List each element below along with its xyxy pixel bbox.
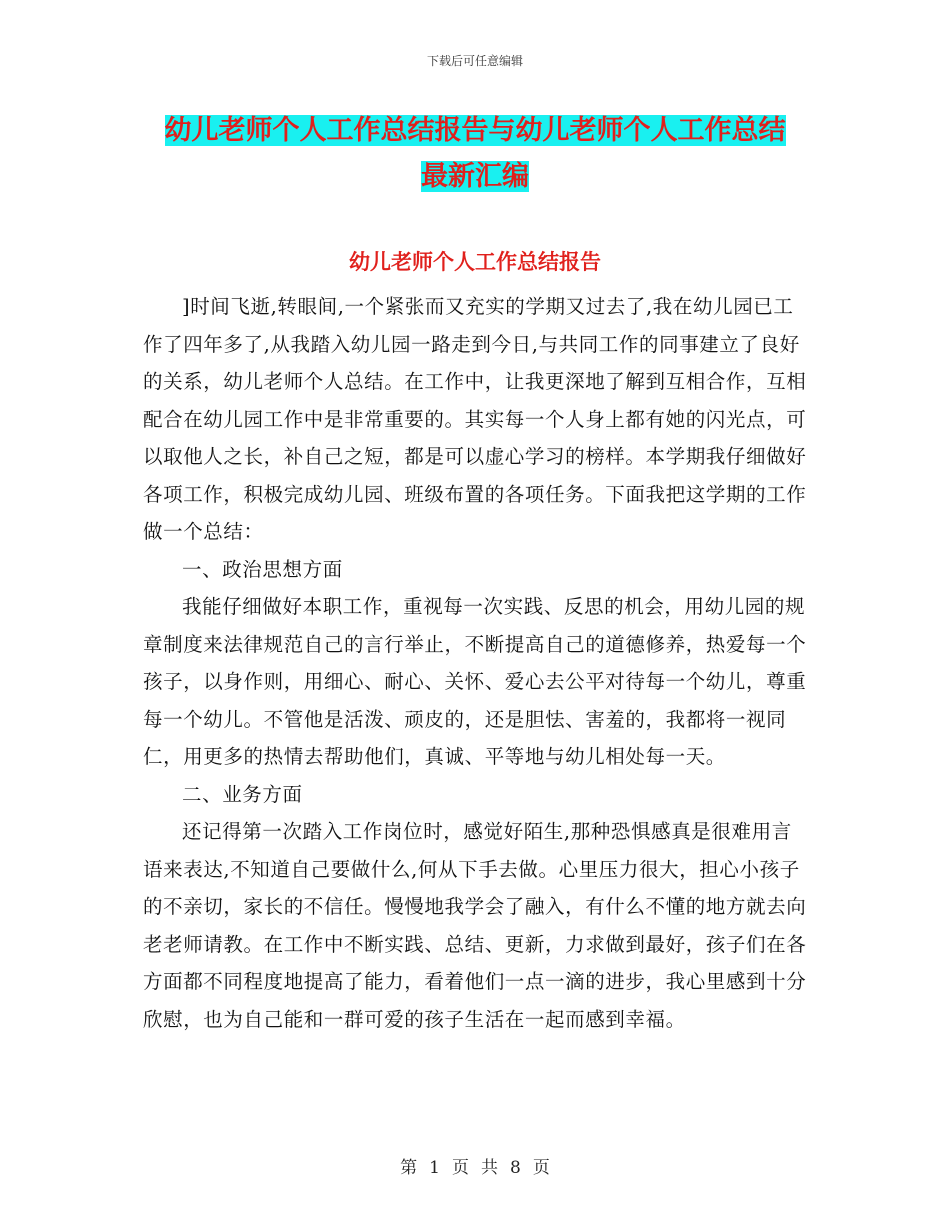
heading-business: 二、业务方面 [182,782,303,806]
footer-total-unit: 页 [532,1158,550,1178]
paragraph-business: 还记得第一次踏入工作岗位时，感觉好陌生,那种恐惧感真是很难用言语来表达,不知道自己要做什么,何从下手去做。心里压力很大，担心小孩子的不亲切，家长的不信任。慢慢地我学会了融入，有什么不懂的地方就去向老老师请教。在工作中不断实践、总结、更新，力求做到最好，孩子们在各方面都不同程度地提高了能力，看着他们一点一滴的进步，我心里感到十分欣慰，也为自己能和一群可爱的孩子生活在一起而感到幸福。 [143,820,807,1031]
document-title [140,108,810,200]
section-title: 幼儿老师个人工作总结报告 [349,250,601,274]
footer-total-number: 8 [510,1158,521,1178]
footer-page-label: 第 [400,1158,418,1178]
page-footer [0,1153,950,1178]
document-body [143,288,808,1038]
footer-page-number: 1 [429,1158,440,1178]
heading-political: 一、政治思想方面 [182,557,343,581]
footer-total-label: 共 [481,1158,498,1178]
footer-page-unit: 页 [452,1158,469,1178]
title-line-2: 最新汇编 [421,161,529,192]
paragraph-intro: ]时间飞逝,转眼间,一个紧张而又充实的学期又过去了,我在幼儿园已工作了四年多了,从我踏入幼儿园一路走到今日,与共同工作的同事建立了良好的关系，幼儿老师个人总结。在工作中，让我更深地了解到互相合作，互相配合在幼儿园工作中是非常重要的。其实每一个人身上都有她的闪光点，可以取他人之长，补自己之短，都是可以虚心学习的榜样。本学期我仔细做好各项工作，积极完成幼儿园、班级布置的各项任务。下面我把这学期的工作做一个总结： [143,295,807,543]
paragraph-political: 我能仔细做好本职工作，重视每一次实践、反思的机会，用幼儿园的规章制度来法律规范自己的言行举止，不断提高自己的道德修养，热爱每一个孩子，以身作则，用细心、耐心、关怀、爱心去公平对待每一个幼儿，尊重每一个幼儿。不管他是活泼、顽皮的，还是胆怯、害羞的，我都将一视同仁，用更多的热情去帮助他们，真诚、平等地与幼儿相处每一天。 [143,595,807,768]
title-line-1: 幼儿老师个人工作总结报告与幼儿老师个人工作总结 [164,115,786,146]
header-note: 下载后可任意编辑 [426,54,523,68]
